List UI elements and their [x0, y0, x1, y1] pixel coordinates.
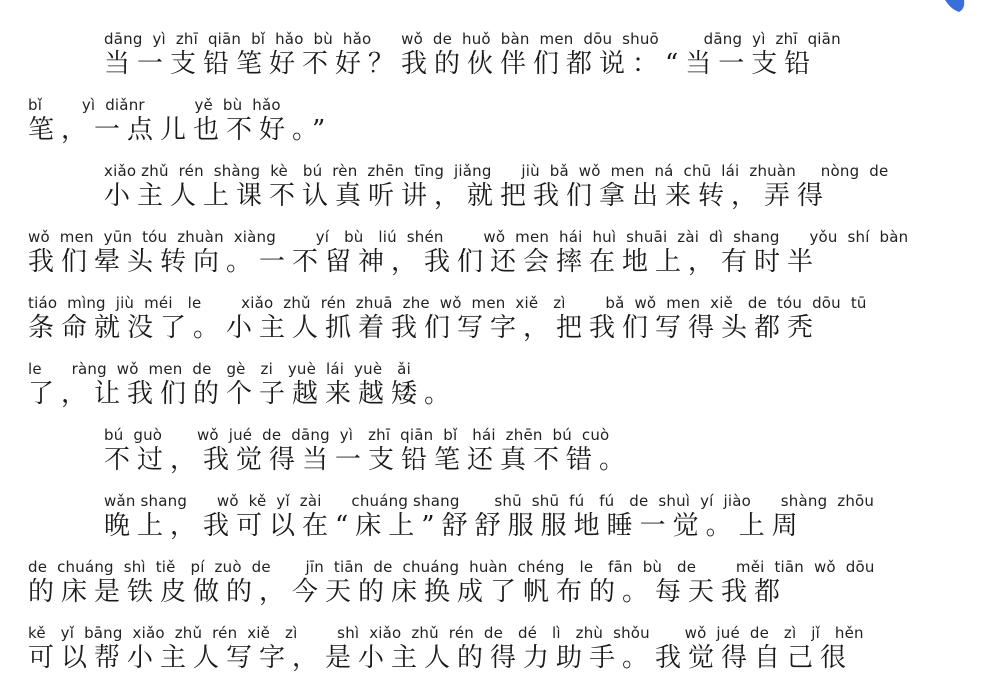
- pinyin-line-5: tiáo mìng jiù méi le xiǎo zhǔ rén zhuā zhe wǒ men xiě zì bǎ wǒ men xiě de tóu dōu tū: [28, 294, 867, 312]
- hanzi-line-10: 可以帮小主人写字，是小主人的得力助手。我觉得自己很: [28, 643, 854, 673]
- pinyin-line-7: bú guò wǒ jué de dāng yì zhī qiān bǐ hái zhēn bú cuò: [104, 426, 610, 444]
- hanzi-line-8: 晚上，我可以在“床上”舒舒服服地睡一觉。上周: [104, 511, 805, 541]
- pinyin-line-6: le ràng wǒ men de gè zi yuè lái yuè ǎi: [28, 360, 411, 378]
- hanzi-line-3: 小主人上课不认真听讲，就把我们拿出来转，弄得: [104, 181, 831, 211]
- hanzi-line-5: 条命就没了。小主人抓着我们写字，把我们写得头都秃: [28, 313, 821, 343]
- hanzi-line-2: 笔，一点儿也不好。”: [28, 115, 333, 145]
- hanzi-line-4: 我们晕头转向。一不留神，我们还会摔在地上，有时半: [28, 247, 821, 277]
- pinyin-line-8: wǎn shang wǒ kě yǐ zài chuáng shang shū shū fú fú de shuì yí jiào shàng zhōu: [104, 492, 875, 510]
- hanzi-line-1: 当一支铅笔好不好？我的伙伴们都说：“当一支铅: [104, 49, 818, 79]
- pinyin-line-3: xiǎo zhǔ rén shàng kè bú rèn zhēn tīng jiǎng jiù bǎ wǒ men ná chū lái zhuàn nòng de: [104, 162, 889, 180]
- pinyin-line-9: de chuáng shì tiě pí zuò de jīn tiān de chuáng huàn chéng le fān bù de měi tiān wǒ dōu: [28, 558, 875, 576]
- pinyin-line-1: dāng yì zhī qiān bǐ hǎo bù hǎo wǒ de huǒ bàn men dōu shuō dāng yì zhī qiān: [104, 30, 841, 48]
- hanzi-line-6: 了，让我们的个子越来越矮。: [28, 379, 458, 409]
- pinyin-line-10: kě yǐ bāng xiǎo zhǔ rén xiě zì shì xiǎo zhǔ rén de dé lì zhù shǒu wǒ jué de zì jǐ hěn: [28, 624, 864, 642]
- blue-drop-icon: [943, 0, 965, 18]
- hanzi-line-9: 的床是铁皮做的，今天的床换成了帆布的。每天我都: [28, 577, 788, 607]
- pinyin-line-4: wǒ men yūn tóu zhuàn xiàng yí bù liú shén wǒ men hái huì shuāi zài dì shang yǒu shí bàn: [28, 228, 909, 246]
- pinyin-line-2: bǐ yì diǎnr yě bù hǎo: [28, 96, 281, 114]
- hanzi-line-7: 不过，我觉得当一支铅笔还真不错。: [104, 445, 633, 475]
